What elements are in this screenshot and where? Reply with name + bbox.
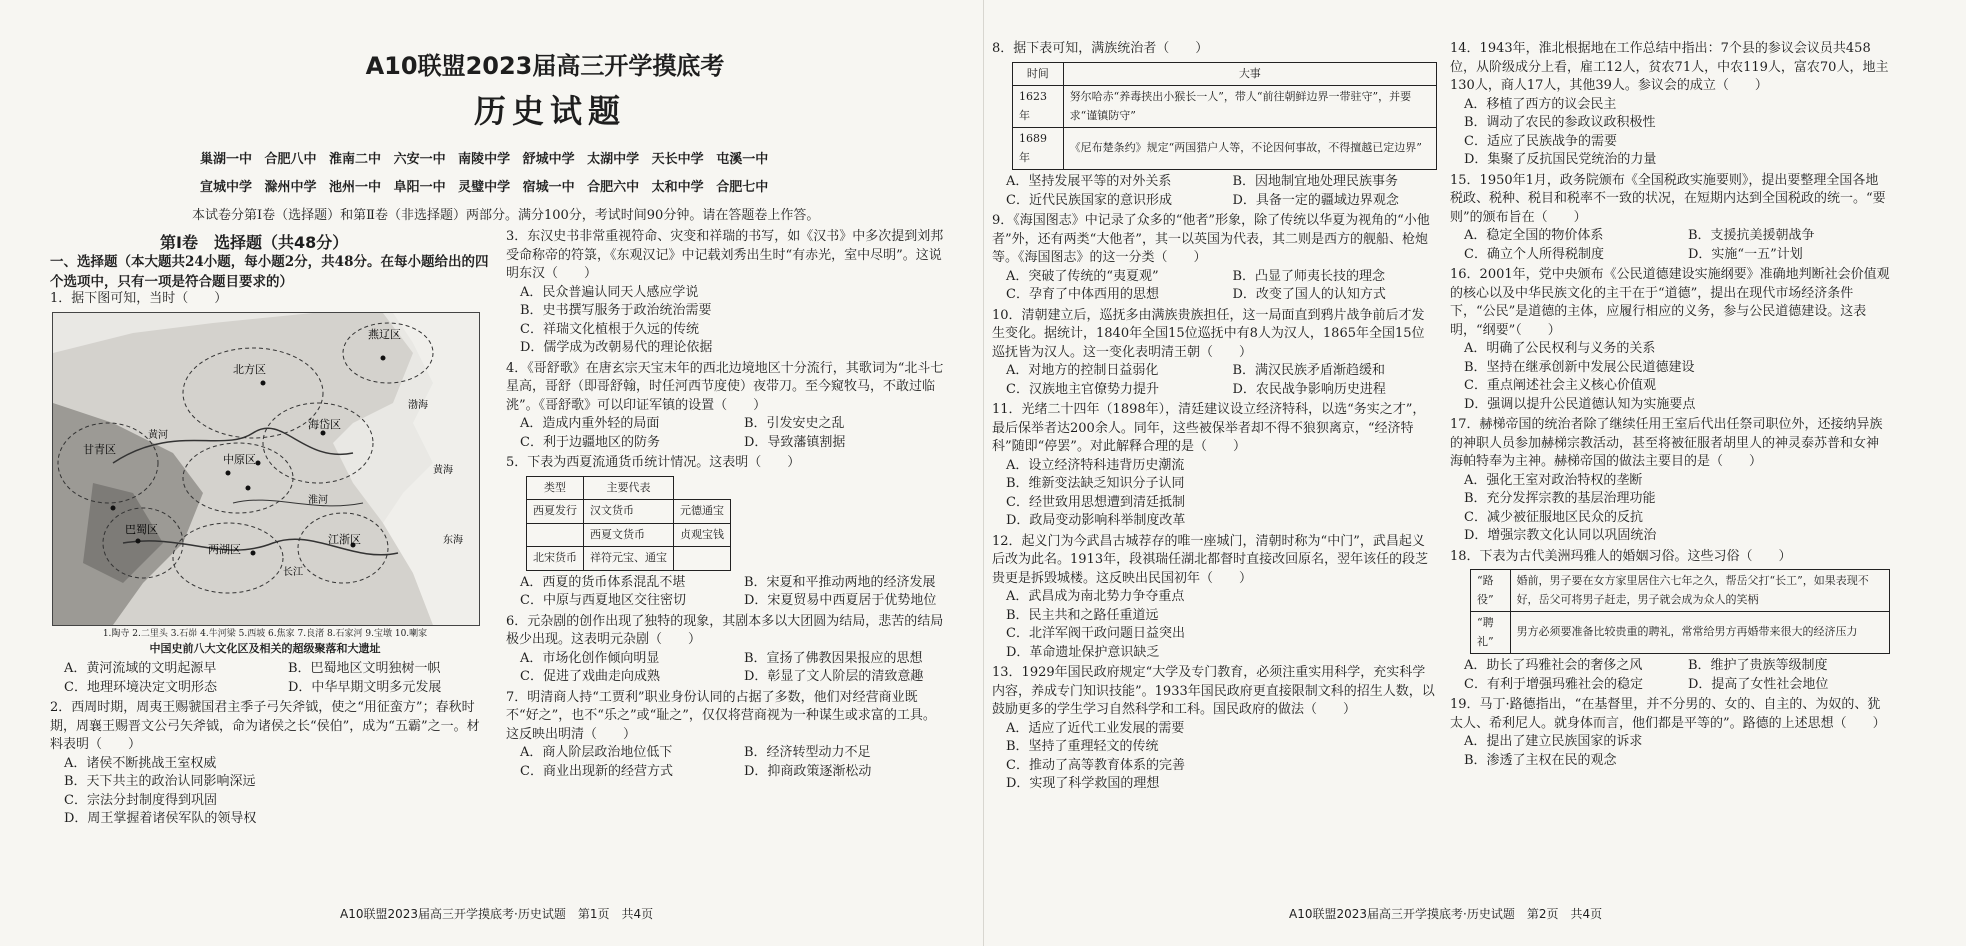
question-stem: 12．起义门为今武昌古城荐存的唯一座城门，清朝时称为“中门”，武昌起义后改为此名。1913年，段祺瑞任湖北都督时直接改回原名，翌年该任的段芝贵更是拆毁城楼。这反映出民国初年（ ） xyxy=(992,533,1429,586)
map-caption: 中国史前八大文化区及相关的超级聚落和大遗址 xyxy=(149,642,381,655)
option: A．武昌成为南北势力争夺重点 xyxy=(1006,589,1185,604)
option: C．北洋军阀干政问题日益突出 xyxy=(1006,626,1185,641)
question-stem: 18．下表为古代美洲玛雅人的婚姻习俗。这些习俗（ ） xyxy=(1450,548,1792,564)
option: D．实施“一五”计划 xyxy=(1688,246,1803,262)
exam-subject: 历史试题 xyxy=(473,92,626,130)
option: D．增强宗教文化认同以巩固统治 xyxy=(1464,528,1657,543)
question xyxy=(1450,416,1890,546)
option: A．稳定全国的物价体系 xyxy=(1464,228,1604,243)
options xyxy=(50,660,490,697)
question-stem: 17．赫梯帝国的统治者除了继续任用王室后代出任祭司职位外，还接纳异族的神职人员参加赫梯宗教活动，甚至将被征服者胡里人的神灵泰苏普和女神海帕特奉为主神。赫梯帝国的做法主要目的是（ ） xyxy=(1450,417,1883,469)
table-row xyxy=(527,547,731,571)
table-header-cell: 大事 xyxy=(1063,62,1436,86)
option: C．适应了民族战争的需要 xyxy=(1464,133,1617,149)
option: A．适应了近代工业发展的需要 xyxy=(1006,720,1185,736)
options xyxy=(992,457,1437,531)
option: D．中华早期文明多元发展 xyxy=(288,679,442,695)
map-region-label: 燕辽区 xyxy=(368,328,401,341)
option: C．减少被征服地区民众的反抗 xyxy=(1464,509,1643,525)
option: A．助长了玛雅社会的奢侈之风 xyxy=(1464,658,1643,673)
options xyxy=(1450,340,1890,414)
table-header-row xyxy=(527,476,731,500)
option: A．诸侯不断挑战王室权威 xyxy=(64,755,217,771)
question-table xyxy=(1012,62,1437,171)
option: C．宗法分封制度得到巩固 xyxy=(64,792,217,808)
table-header-cell: 类型 xyxy=(527,476,584,500)
table-cell: 1623年 xyxy=(1013,86,1064,128)
option: C．地理环境决定文明形态 xyxy=(64,679,217,695)
question xyxy=(992,401,1437,531)
option: A．明确了公民权利与义务的关系 xyxy=(1464,341,1656,356)
option: D．改变了国人的认知方式 xyxy=(1232,287,1386,302)
column-1-bottom xyxy=(50,660,490,831)
map-river-label: 长江 xyxy=(283,567,303,578)
option: B．史书撰写服务于政治统治需要 xyxy=(520,303,712,318)
option: D．提高了女性社会地位 xyxy=(1688,676,1829,692)
option: B．民主共和之路任重道远 xyxy=(1006,607,1159,623)
options xyxy=(506,574,946,611)
question-stem: 4．《哥舒歌》在唐玄宗天宝末年的西北边境地区十分流行，其歌词为“北斗七星高，哥舒（即哥舒翰，时任河西节度使）夜带刀。至今窥牧马，不敢过临洮”。《哥舒歌》可以印证军镇的设置（ ） xyxy=(506,360,944,413)
option: A．造成内重外轻的局面 xyxy=(520,416,660,431)
option: B．坚持在继承创新中发展公民道德建设 xyxy=(1464,359,1695,375)
option: A．强化王室对政治特权的垄断 xyxy=(1464,472,1643,488)
option: C．中原与西夏地区交往密切 xyxy=(520,593,686,608)
column-3 xyxy=(992,40,1437,796)
question-stem: 11．光绪二十四年（1898年），清廷建议设立经济特科，以选“务实之才”，最后保举者达200余人。同年，这些被保举者却不得不狼狈离京，“经济特科”随即“停罢”。对此解释合理的是（ ） xyxy=(992,402,1426,454)
option: D．政局变动影响科举制度改革 xyxy=(1006,513,1186,528)
question xyxy=(1450,696,1890,770)
option: A．设立经济特科违背历史潮流 xyxy=(1006,457,1185,473)
question-stem: 1．据下图可知，当时（ ） xyxy=(50,291,228,306)
map-region-label: 江浙区 xyxy=(328,533,361,546)
option: C．利于边疆地区的防务 xyxy=(520,434,660,450)
map-river-label: 淮河 xyxy=(308,495,328,506)
question xyxy=(506,613,946,687)
question xyxy=(506,360,946,453)
option: B．维护了贵族等级制度 xyxy=(1688,658,1828,673)
question-stem: 14．1943年，淮北根据地在工作总结中指出：7个县的参议会议员共458位，从阶级成分上看，雇工12人，贫农71人，中农119人，富农70人，地主130人，商人17人，其他39人。参议会的成立（ ） xyxy=(1450,41,1889,93)
question-stem: 5．下表为西夏流通货币统计情况。这表明（ ） xyxy=(506,455,801,470)
question xyxy=(50,699,490,829)
column-2 xyxy=(506,228,946,783)
options xyxy=(992,362,1437,399)
option: D．彰显了文人阶层的清致意趣 xyxy=(744,669,924,684)
table-cell: 男方必须要准备比较贵重的聘礼，常常给男方再婚带来很大的经济压力 xyxy=(1510,612,1889,654)
option: B．宣扬了佛教因果报应的思想 xyxy=(744,650,923,666)
options xyxy=(992,268,1437,305)
option: B．经济转型动力不足 xyxy=(744,745,871,760)
table-cell: 西夏文货币 xyxy=(584,523,674,547)
column-1-top xyxy=(50,290,490,311)
question xyxy=(992,40,1437,210)
question-stem: 9．《海国图志》中记录了众多的“他者”形象，除了传统以华夏为视角的“小他者”外，还有两类“大他者”，其一以英国为代表，其二则是西方的舰船、枪炮等。《海国图志》的这一分类（ ） xyxy=(992,213,1430,265)
option: A．移植了西方的议会民主 xyxy=(1464,96,1617,112)
table-cell: 元德通宝 xyxy=(674,500,731,524)
option: D．儒学成为改朝易代的理论依据 xyxy=(520,340,713,355)
options xyxy=(506,284,946,358)
option: D．革命遗址保护意识缺乏 xyxy=(1006,644,1160,660)
option: B．满汉民族矛盾渐趋缓和 xyxy=(1232,363,1386,378)
map-sea-label: 东海 xyxy=(443,535,463,546)
options xyxy=(1450,472,1890,546)
option: B．宋夏和平推动两地的经济发展 xyxy=(744,574,936,590)
table-cell: 贞观宝钱 xyxy=(674,523,731,547)
option: A．市场化创作倾向明显 xyxy=(520,650,660,666)
table-cell: 祥符元宝、通宝 xyxy=(584,547,674,571)
options xyxy=(506,744,946,781)
part-1-title: 第Ⅰ卷 选择题（共48分） xyxy=(160,233,349,252)
option: A．民众普遍认同天人感应学说 xyxy=(520,284,699,300)
option: C．孕育了中体西用的思想 xyxy=(1006,287,1159,302)
map-legend: 1.陶寺 2.二里头 3.石峁 4.牛河梁 5.西坡 6.焦家 7.良渚 8.石家河 9.宝墩 10.喇家 xyxy=(102,629,428,639)
option: D．强调以提升公民道德认知为实施要点 xyxy=(1464,396,1696,412)
option: A．突破了传统的“夷夏观” xyxy=(1006,268,1159,284)
options xyxy=(992,173,1437,210)
question-stem: 16．2001年，党中央颁布《公民道德建设实施纲要》准确地判断社会价值观的核心以及中华民族文化的主干在于“道德”，提出在现代市场经济条件下，“公民”是道德的主体，应履行相应的义务，参与公民道德建设。这表明，“纲要”（ ） xyxy=(1450,267,1890,338)
question-stem: 13．1929年国民政府规定“大学及专门教育，必须注重实用科学，充实科学内容，养成专门知识技能”。1933年国民政府更直接限制文科的招生人数，以鼓励更多的学生学习自然科学和工科。国民政府的做法（ ） xyxy=(992,665,1435,717)
option: B．因地制宜地处理民族事务 xyxy=(1232,174,1399,189)
table-row xyxy=(1013,128,1437,170)
map-region-label: 巴蜀区 xyxy=(125,523,158,536)
option: A．坚持发展平等的对外关系 xyxy=(1006,174,1172,189)
question xyxy=(50,660,490,697)
question-stem: 8．据下表可知，满族统治者（ ） xyxy=(992,41,1209,56)
option: B．支援抗美援朝战争 xyxy=(1688,228,1815,243)
options xyxy=(1450,96,1890,170)
map-river-label: 黄河 xyxy=(148,430,168,441)
map-drawing xyxy=(53,313,479,625)
map-sea-label: 渤海 xyxy=(408,400,428,411)
schools-row-2: 宣城中学 滁州中学 池州一中 阜阳一中 灵璧中学 宿城一中 合肥六中 太和中学 合肥七中 xyxy=(200,180,769,195)
option: C．近代民族国家的意识形成 xyxy=(1006,192,1172,208)
question-stem: 10．清朝建立后，巡抚多由满族贵族担任，这一局面直到鸦片战争前后才发生变化。据统计，1840年全国15位巡抚中有8人为汉人，1865年全国15位巡抚皆为汉人。这一变化表明清王朝（ ） xyxy=(992,307,1425,360)
option: B．引发安史之乱 xyxy=(744,416,845,431)
option: C．经世致用思想遭到清廷抵制 xyxy=(1006,494,1185,510)
prehistoric-culture-map xyxy=(52,312,480,626)
exam-note: 本试卷分第Ⅰ卷（选择题）和第Ⅱ卷（非选择题）两部分。满分100分，考试时间90分钟。请在答题卷上作答。 xyxy=(192,208,820,223)
option: C．有利于增强玛雅社会的稳定 xyxy=(1464,676,1643,692)
option: D．抑商政策逐渐松动 xyxy=(744,763,872,779)
question xyxy=(506,228,946,358)
question-stem: 6．元杂剧的创作出现了独特的现象，其剧本多以大团圆为结局，悲苦的结局极少出现。这表明元杂剧（ ） xyxy=(506,613,944,647)
question-stem: 3．东汉史书非常重视符命、灾变和祥瑞的书写，如《汉书》中多次提到刘邦受命称帝的符箓，《东观汉记》中记载刘秀出生时“有赤光，室中尽明”。这说明东汉（ ） xyxy=(506,229,944,281)
table-cell: “路役” xyxy=(1471,570,1511,612)
column-4 xyxy=(1450,40,1890,772)
option: C．商业出现新的经营方式 xyxy=(520,763,673,779)
footer-page-1: A10联盟2023届高三开学摸底考·历史试题 第1页 共4页 xyxy=(340,907,654,921)
question-stem: 15．1950年1月，政务院颁布《全国税政实施要则》，提出要整理全国各地税政、税种、税目和税率不一致的状况，在短期内达到全国税政的统一。“要则”的颁布旨在（ ） xyxy=(1450,172,1886,225)
option: C．汉族地主官僚势力提升 xyxy=(1006,381,1159,397)
options xyxy=(992,720,1437,794)
option: B．巴蜀地区文明独树一帜 xyxy=(288,661,441,676)
options xyxy=(1450,733,1890,770)
option: B．调动了农民的参政议政积极性 xyxy=(1464,115,1656,130)
option: A．对地方的控制日益弱化 xyxy=(1006,363,1159,378)
question xyxy=(992,307,1437,400)
option: D．宋夏贸易中西夏居于优势地位 xyxy=(744,593,937,608)
question xyxy=(1450,548,1890,695)
table-row xyxy=(527,523,731,547)
map-region-label: 中原区 xyxy=(223,453,256,466)
option: D．周王掌握着诸侯军队的领导权 xyxy=(64,811,257,826)
option: A．西夏的货币体系混乱不堪 xyxy=(520,574,686,590)
table-cell: 西夏发行 xyxy=(527,500,584,524)
table-row xyxy=(1471,612,1890,654)
options xyxy=(506,650,946,687)
option: C．确立个人所得税制度 xyxy=(1464,246,1604,262)
table-row xyxy=(1013,86,1437,128)
table-header-cell: 时间 xyxy=(1013,62,1064,86)
option: B．凸显了师夷长技的理念 xyxy=(1232,268,1386,284)
table-row xyxy=(1471,570,1890,612)
question xyxy=(506,454,946,611)
map-sea-label: 黄海 xyxy=(433,465,453,476)
map-region-label: 两湖区 xyxy=(208,543,241,556)
page-2 xyxy=(983,0,1966,946)
schools-row-1: 巢湖一中 合肥八中 淮南二中 六安一中 南陵中学 舒城中学 太湖中学 天长中学 屯溪一中 xyxy=(200,152,769,167)
question xyxy=(1450,172,1890,265)
question-stem: 7．明清商人持“工贾利”职业身份认同的占据了多数，他们对经营商业既不“好之”，也不“乐之”或“耻之”，仅仅将营商视为一种谋生或求富的工具。这反映出明清（ ） xyxy=(506,689,936,742)
exam-title: A10联盟2023届高三开学摸底考 xyxy=(365,52,725,80)
options xyxy=(1450,657,1890,694)
question xyxy=(992,212,1437,305)
table-cell xyxy=(527,523,584,547)
options xyxy=(506,415,946,452)
option: A．商人阶层政治地位低下 xyxy=(520,745,673,760)
option: D．具备一定的疆域边界观念 xyxy=(1232,192,1399,208)
question xyxy=(992,533,1437,663)
option: A．提出了建立民族国家的诉求 xyxy=(1464,734,1643,749)
question-stem: 19．马丁·路德指出，“在基督里，并不分男的、女的、自主的、为奴的、犹太人、希利尼人。就身体而言，他们都是平等的”。路德的上述思想（ ） xyxy=(1450,697,1886,731)
option: B．坚持了重理轻文的传统 xyxy=(1006,739,1159,754)
options xyxy=(1450,227,1890,264)
question-stem: 2．西周时期，周夷王赐虢国君主季子弓矢斧钺，使之“用征蛮方”；春秋时期，周襄王赐晋文公弓矢斧钺，命为诸侯之长“侯伯”，成为“五霸”之一。材料表明（ ） xyxy=(50,700,480,752)
map-region-label: 海岱区 xyxy=(308,418,341,431)
table-cell xyxy=(674,547,731,571)
options xyxy=(992,588,1437,662)
table-header-cell: 主要代表 xyxy=(584,476,674,500)
option: D．实现了科学救国的理想 xyxy=(1006,776,1160,791)
table-cell: “聘礼” xyxy=(1471,612,1511,654)
table-header-row xyxy=(1013,62,1437,86)
options xyxy=(50,755,490,829)
map-region-label: 甘青区 xyxy=(83,443,116,456)
table-cell: 北宋货币 xyxy=(527,547,584,571)
option: C．重点阐述社会主义核心价值观 xyxy=(1464,378,1656,393)
question xyxy=(992,664,1437,794)
question xyxy=(1450,40,1890,170)
section-intro: 一、选择题（本大题共24小题，每小题2分，共48分。在每小题给出的四个选项中，只有一项是符合题目要求的） xyxy=(50,254,489,290)
question-table xyxy=(526,476,731,571)
question xyxy=(1450,266,1890,414)
option: B．渗透了主权在民的观念 xyxy=(1464,752,1617,768)
table-cell: 努尔哈赤“养毒挟出小猴长一人”，带人“前往朝鲜边界一带驻守”，并要求“谨镇防守” xyxy=(1063,86,1436,128)
option: B．充分发挥宗教的基层治理功能 xyxy=(1464,491,1656,506)
option: B．天下共主的政治认同影响深远 xyxy=(64,774,256,789)
option: C．推动了高等教育体系的完善 xyxy=(1006,757,1185,773)
option: D．集聚了反抗国民党统治的力量 xyxy=(1464,152,1657,167)
option: B．维新变法缺乏知识分子认同 xyxy=(1006,476,1185,491)
question xyxy=(50,290,490,309)
option: D．导致藩镇割据 xyxy=(744,434,846,450)
option: C．祥瑞文化植根于久远的传统 xyxy=(520,321,699,337)
table-cell: 1689年 xyxy=(1013,128,1064,170)
map-region-label: 北方区 xyxy=(233,363,266,376)
table-row xyxy=(527,500,731,524)
footer-page-2: A10联盟2023届高三开学摸底考·历史试题 第2页 共4页 xyxy=(1289,907,1603,921)
option: D．农民战争影响历史进程 xyxy=(1232,381,1386,397)
question xyxy=(506,689,946,782)
table-cell: 婚前，男子要在女方家里居住六七年之久，帮岳父打“长工”，如果表现不好，岳父可将男子赶走，男子就会成为众人的笑柄 xyxy=(1510,570,1889,612)
question-table xyxy=(1470,569,1890,654)
option: C．促进了戏曲走向成熟 xyxy=(520,669,660,684)
option: A．黄河流域的文明起源早 xyxy=(64,661,217,676)
table-cell: 汉文货币 xyxy=(584,500,674,524)
table-cell: 《尼布楚条约》规定“两国猎户人等，不论因何事故，不得擅越已定边界” xyxy=(1063,128,1436,170)
